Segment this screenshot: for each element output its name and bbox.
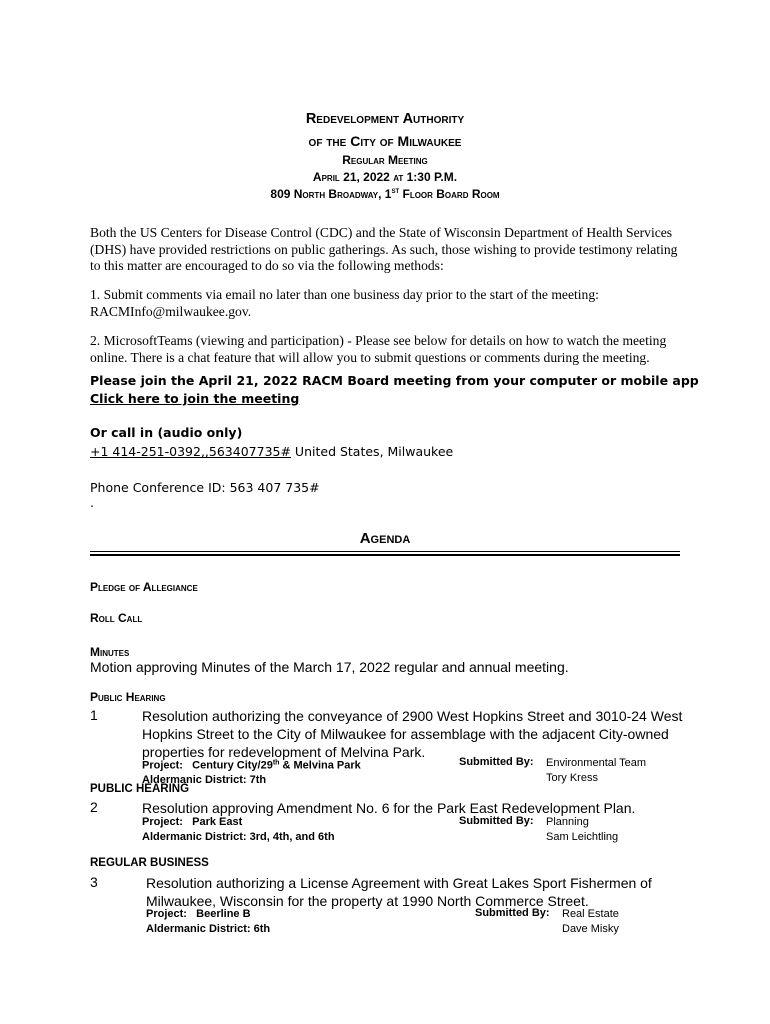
call-in-line <box>90 444 453 459</box>
submitted-by-label: Submitted By: <box>459 815 534 827</box>
item-number: 3 <box>90 874 98 890</box>
submitted-by-dept: Planning <box>546 816 589 828</box>
district-label: Aldermanic District: <box>146 922 251 935</box>
district-label: Aldermanic District: <box>142 774 247 787</box>
submitted-by-value <box>546 815 618 844</box>
project-sup: th <box>272 759 280 766</box>
district-label: Aldermanic District: <box>142 830 247 843</box>
call-in-heading: Or call in (audio only) <box>90 425 243 440</box>
pledge-heading: Pledge of Allegiance <box>90 580 198 594</box>
item-text: Resolution approving Amendment No. 6 for the Park East Redevelopment Plan. <box>142 800 636 816</box>
location-part-b: Floor Board Room <box>399 187 500 201</box>
project-label: Project: <box>142 759 183 772</box>
conference-id-line <box>90 480 320 495</box>
submitted-by-value <box>546 756 646 785</box>
public-hearing-heading: Public Hearing <box>90 690 166 704</box>
item-meta <box>142 815 452 844</box>
submitted-by-label: Submitted By: <box>459 756 534 768</box>
agenda-rule-thick <box>90 554 680 556</box>
submitted-by-contact: Tory Kress <box>546 771 598 784</box>
org-subtitle: of the City of Milwaukee <box>308 133 462 149</box>
conference-id-label: Phone Conference ID: <box>90 480 230 495</box>
join-meeting-link[interactable]: Click here to join the meeting <box>90 391 300 406</box>
conference-id: 563 407 735# <box>229 480 320 495</box>
district-value: 7th <box>249 774 267 787</box>
teams-instructions: 2. MicrosoftTeams (viewing and participation) - Please see below for details on how to watch the meeting online. There is a chat feature that will allow you to submit questions or comments during the meeting. <box>90 333 667 365</box>
submitted-by-label: Submitted By: <box>475 907 550 919</box>
location-part-a: 809 North Broadway, 1 <box>270 187 392 201</box>
agenda-rule-thin <box>90 551 680 552</box>
roll-call-heading: Roll Call <box>90 611 143 625</box>
regular-business-heading: REGULAR BUSINESS <box>90 857 209 869</box>
minutes-text: Motion approving Minutes of the March 17, 2022 regular and annual meeting. <box>90 659 569 675</box>
phone-location: United States, Milwaukee <box>290 444 454 459</box>
submitted-by-dept: Environmental Team <box>546 757 647 769</box>
phone-link[interactable]: +1 414-251-0392,,563407735# <box>90 444 291 459</box>
agenda-title: Agenda <box>359 530 411 547</box>
item-number: 2 <box>90 799 98 815</box>
submitted-by-contact: Dave Misky <box>562 922 619 935</box>
stray-period: . <box>90 495 94 510</box>
district-value: 3rd, 4th, and 6th <box>249 830 335 843</box>
minutes-heading: Minutes <box>90 645 130 659</box>
meeting-type: Regular Meeting <box>342 153 428 167</box>
submitted-by-value <box>562 907 619 936</box>
item-text: Resolution authorizing a License Agreement with Great Lakes Sport Fishermen of Milwaukee, Wisconsin for the property at 1990 North Commerce Street. <box>146 875 652 909</box>
project-label: Project: <box>146 908 187 920</box>
project-name: Park East <box>192 816 243 828</box>
project-name-b: & Melvina Park <box>279 759 361 772</box>
item-number: 1 <box>90 707 98 723</box>
submitted-by-dept: Real Estate <box>562 908 619 920</box>
public-hearing-heading: PUBLIC HEARING <box>90 783 190 795</box>
org-title: Redevelopment Authority <box>305 111 465 127</box>
intro-paragraph: Both the US Centers for Disease Control (CDC) and the State of Wisconsin Department of Health Services (DHS) have provided restrictions on public gatherings. As such, those wishing to provide testimony relating to this matter are encouraged to do so via the following methods: <box>90 225 678 273</box>
teams-heading: Please join the April 21, 2022 RACM Board meeting from your computer or mobile app <box>90 373 699 388</box>
district-value: 6th <box>253 922 271 935</box>
submitted-by-contact: Sam Leichtling <box>546 830 619 843</box>
item-text: Resolution authorizing the conveyance of 2900 West Hopkins Street and 3010-24 West Hopkins Street to the City of Milwaukee for assemblage with the adjacent City-owned properties for redevelopment of Melvina Park. <box>142 708 683 760</box>
project-name: Beerline B <box>196 908 251 920</box>
item-meta <box>146 907 456 936</box>
meeting-location <box>0 186 770 201</box>
email-instructions: 1. Submit comments via email no later than one business day prior to the start of the meeting: RACMInfo@milwaukee.gov. <box>90 287 599 319</box>
project-label: Project: <box>142 816 183 828</box>
meeting-date: April 21, 2022 at 1:30 P.M. <box>312 170 458 184</box>
project-name-a: Century City/29 <box>192 759 273 772</box>
location-sup: st <box>391 186 400 195</box>
